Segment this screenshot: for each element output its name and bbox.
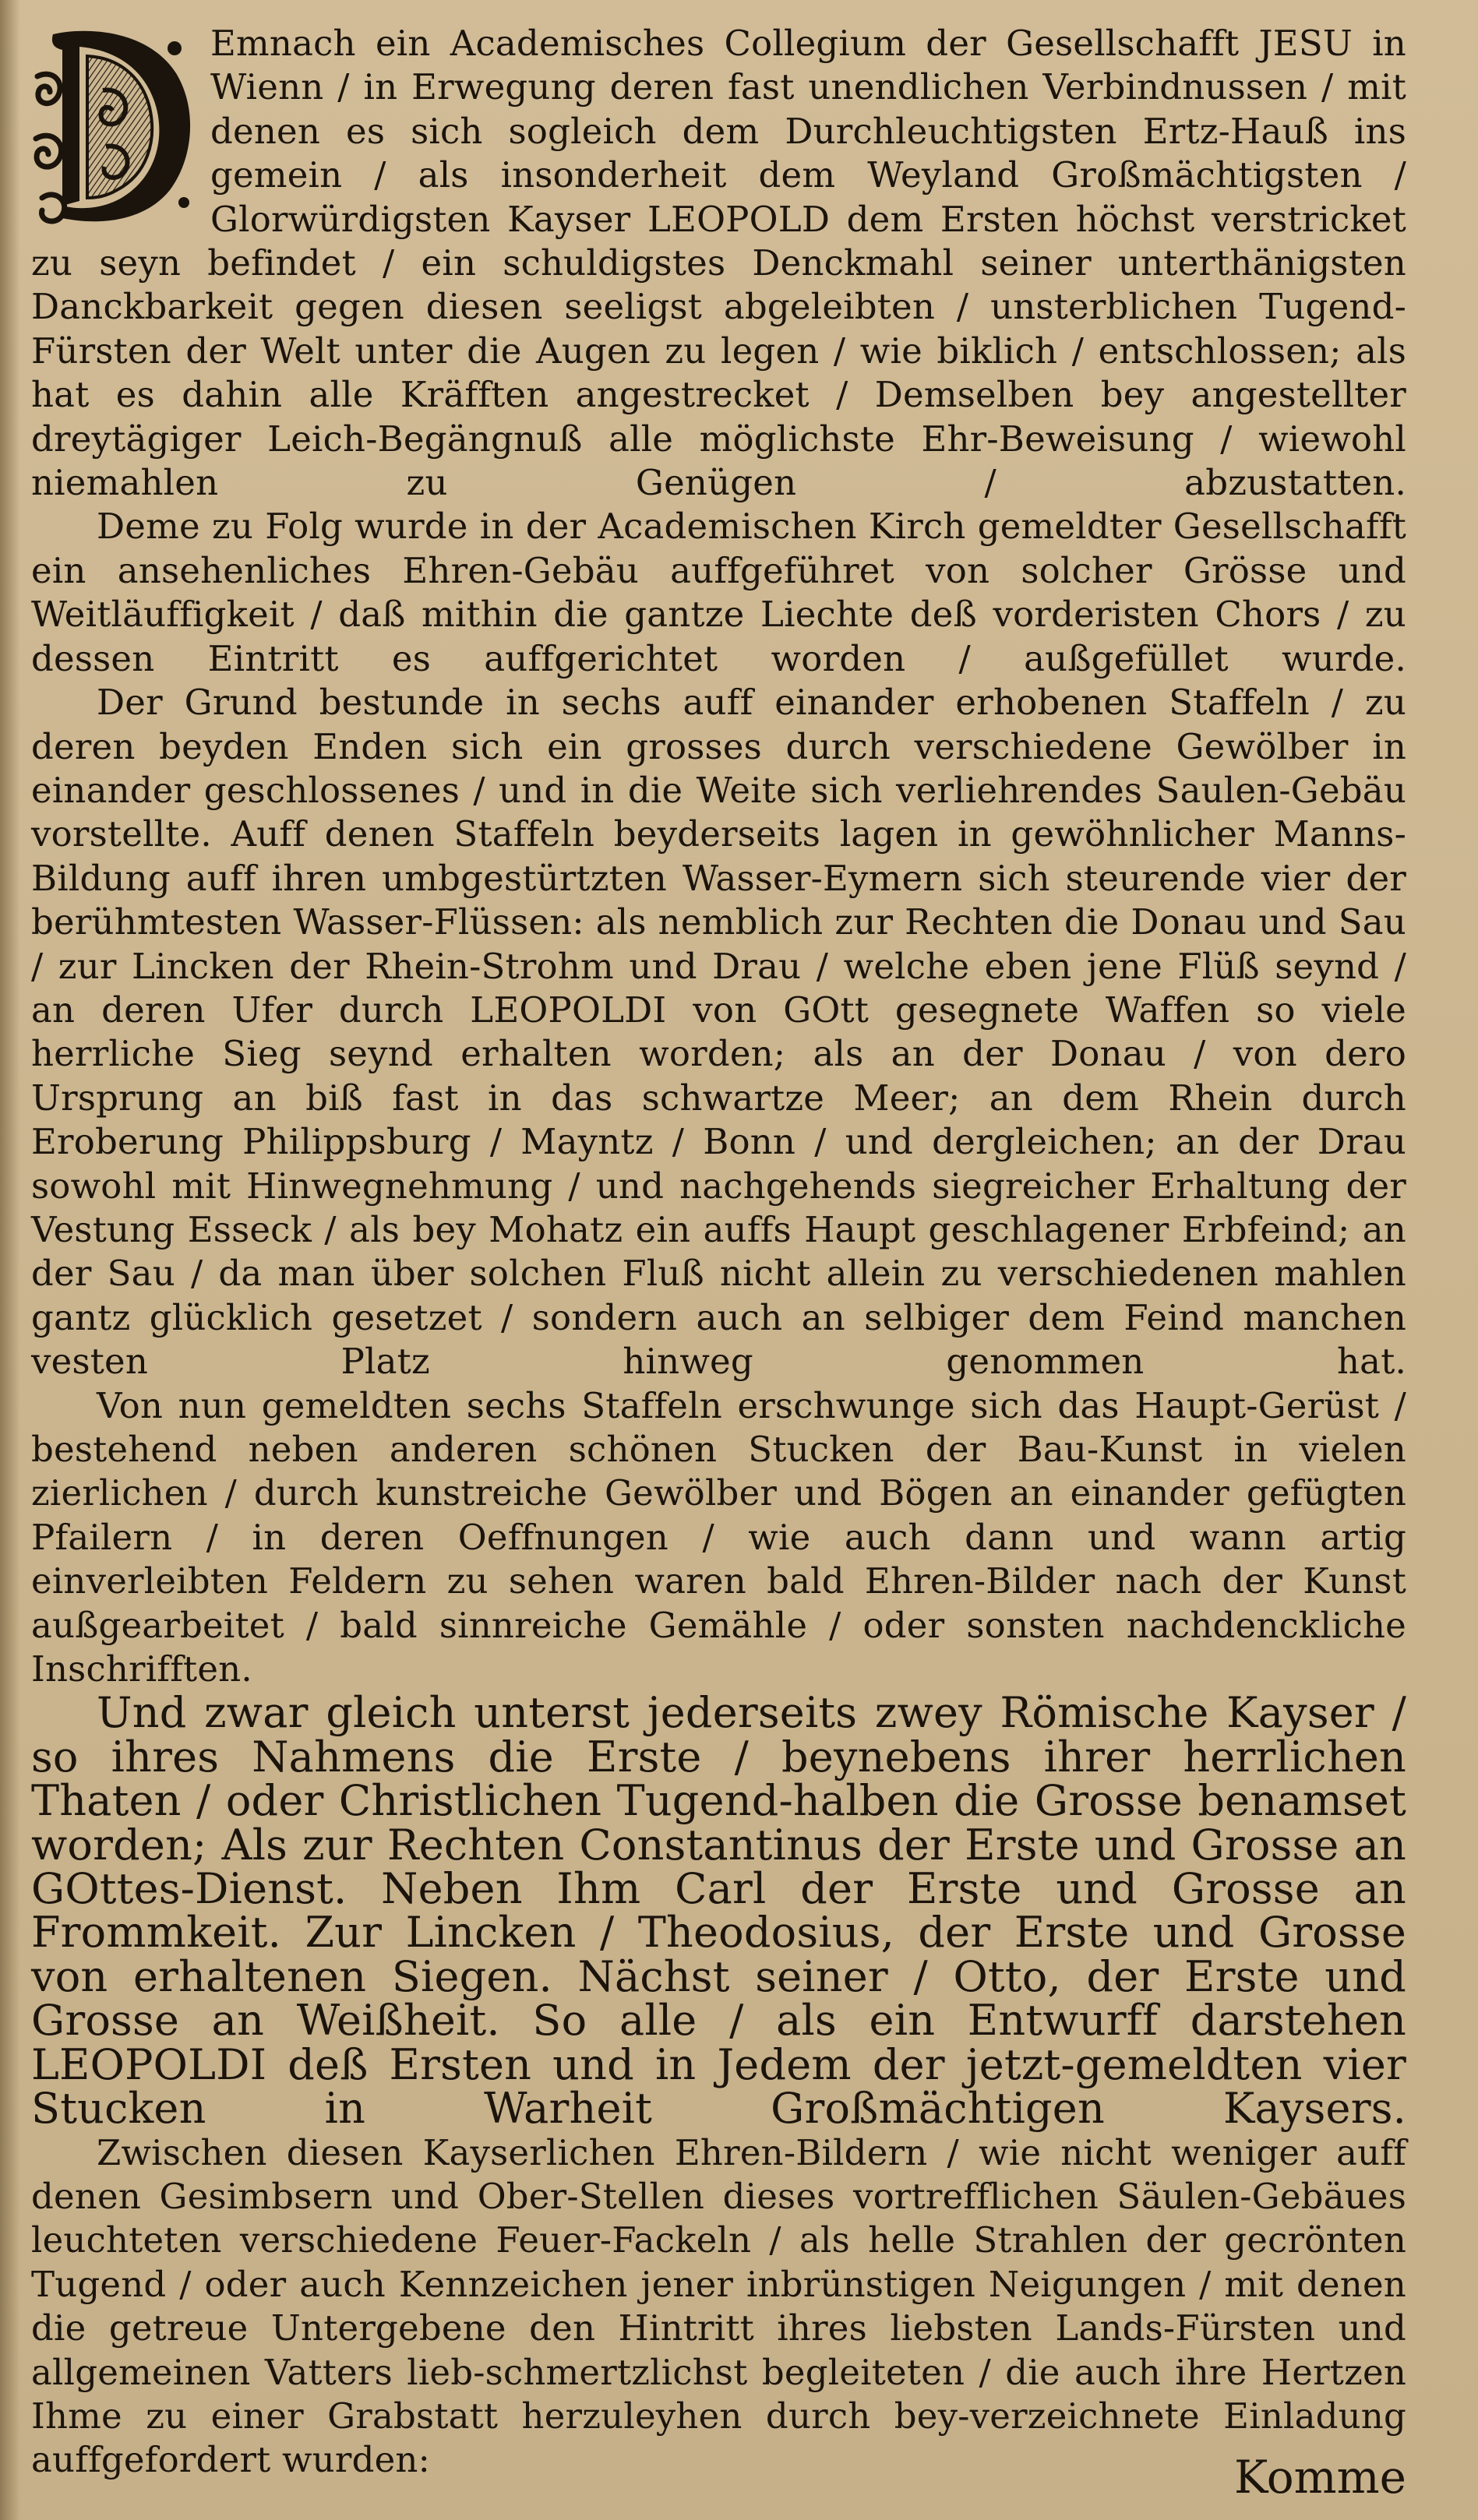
paragraph-5: Und zwar gleich unterst jederseits zwey Römische Kayser / so ihres Nahmens die Erste / beynebens ihrer herrlichen Thaten / oder Christlichen Tugend-halben die Grosse benamset worden; Als zur Rechten Constantinus der Erste und Grosse an GOttes-Dienst. Neben Ihm Carl der Erste und Grosse an Frommkeit. Zur Lincken / Theodosius, der Erste und Grosse von erhaltenen Siegen. Nächst seiner / Otto, der Erste und Grosse an Weißheit. So alle / als ein Entwurff darstehen LEOPOLDI deß Ersten und in Jedem der jetzt-gemeldten vier Stucken in Warheit Großmächtigen Kaysers. <box>31 1688 1406 2134</box>
paragraph-1: Emnach ein Academisches Collegium der Gesellschafft JESU in Wienn / in Erwegung deren fast unendlichen Verbindnussen / mit denen es sich sogleich dem Durchleuchtigsten Ertz-Hauß ins gemein / als insonderheit dem Weyland Großmächtigsten / Glorwürdigsten Kayser LEOPOLD dem Ersten höchst verstricket zu seyn befindet / ein schuldigstes Denckmahl seiner unterthänigsten Danckbarkeit gegen diesen seeligst abgeleibten / unsterblichen Tugend-Fürsten der Welt unter die Augen zu legen / wie biklich / entschlossen; als hat es dahin alle Kräfften angestrecket / Demselben bey angestellter dreytägiger Leich-Begängnuß alle möglichste Ehr-Beweisung / wiewohl niemahlen zu Genügen / abzustatten. <box>31 23 1406 504</box>
paragraph-4: Von nun gemeldten sechs Staffeln erschwunge sich das Haupt-Gerüst / bestehend neben anderen schönen Stucken der Bau-Kunst in vielen zierlichen / durch kunstreiche Gewölber und Bögen an einander gefügten Pfailern / in deren Oeffnungen / wie auch dann und wann artig einverleibten Feldern zu sehen waren bald Ehren-Bilder nach der Kunst außgearbeitet / bald sinnreiche Gemähle / oder sonsten nachdenckliche Inschrifften. <box>31 1384 1406 1690</box>
drop-cap <box>31 22 196 231</box>
paragraph-6: Zwischen diesen Kayserlichen Ehren-Bildern / wie nicht weniger auff denen Gesimbsern und Ober-Stellen dieses vortrefflichen Säulen-Gebäues leuchteten verschiedene Feuer-Fackeln / als helle Strahlen der gecrönten Tugend / oder auch Kennzeichen jener inbrünstigen Neigungen / mit denen die getreue Untergebene den Hintritt ihres liebsten Lands-Fürsten und allgemeinen Vatters lieb-schmertzlichst begleiteten / die auch ihre Hertzen Ihme zu einer Grabstatt herzuleyhen durch bey-verzeichnete Einladung auffgefordert wurden: <box>31 2131 1406 2481</box>
paragraph-3: Der Grund bestunde in sechs auff einander erhobenen Staffeln / zu deren beyden Enden sich ein grosses durch verschiedene Gewölber in einander geschlossenes / und in die Weite sich verliehrendes Saulen-Gebäu vorstellte. Auff denen Staffeln beyderseits lagen in gewöhnlicher Manns-Bildung auff ihren umbgestürtzten Wasser-Eymern sich steurende vier der berühmtesten Wasser-Flüssen: als nemblich zur Rechten die Donau und Sau / zur Lincken der Rhein-Strohm und Drau / welche eben jene Flüß seynd / an deren Ufer durch LEOPOLDI von GOtt gesegnete Waffen so viele herrliche Sieg seynd erhalten worden; als an der Donau / von dero Ursprung an biß fast in das schwartze Meer; an dem Rhein durch Eroberung Philippsburg / Mayntz / Bonn / und dergleichen; an der Drau sowohl mit Hinwegnehmung / und nachgehends siegreicher Erhaltung der Vestung Esseck / als bey Mohatz ein auffs Haupt geschlagener Erbfeind; an der Sau / da man über solchen Fluß nicht allein zu verschiedenen mahlen gantz glücklich gesetzet / sondern auch an selbiger dem Feind manchen vesten Platz hinweg genommen hat. <box>31 682 1406 1383</box>
ornamental-initial-d-icon <box>31 22 196 231</box>
catchword: Komme <box>1233 2451 1406 2504</box>
paragraph-2: Deme zu Folg wurde in der Academischen Kirch gemeldter Gesellschafft ein ansehenliches Ehren-Gebäu auffgeführet von solcher Grösse und Weitläuffigkeit / daß mithin die gantze Liechte deß vorderisten Chors / zu dessen Eintritt es auffgerichtet worden / außgefüllet wurde. <box>31 506 1406 679</box>
